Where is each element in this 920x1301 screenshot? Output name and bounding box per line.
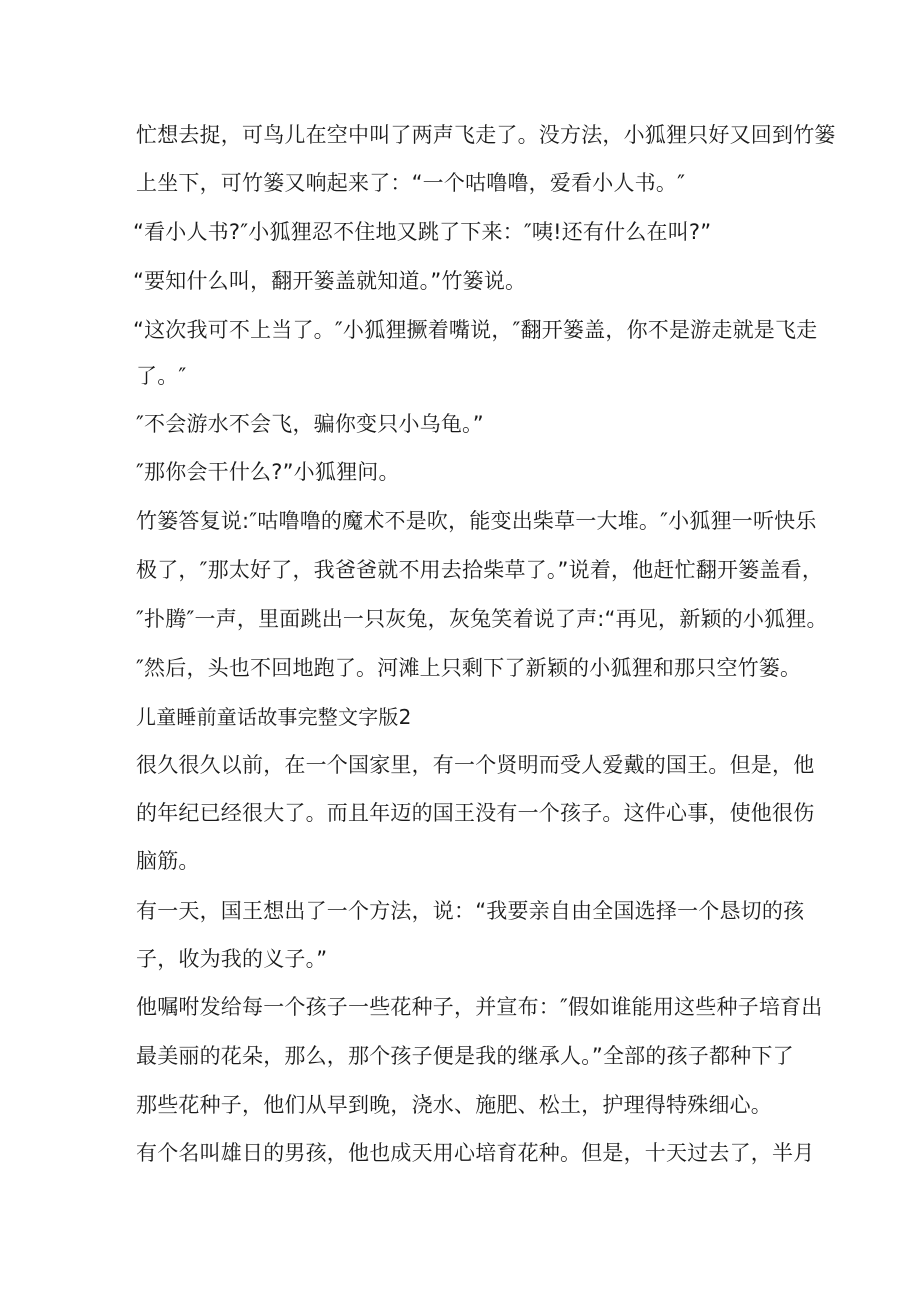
text-line: ″扑腾″一声，里面跳出一只灰兔，灰兔笑着说了声:“再见，新颖的小狐狸。 (136, 607, 828, 631)
text-line: 极了，″那太好了，我爸爸就不用去拾柴草了。”说着，他赶忙翻开篓盖看， (136, 558, 824, 582)
text-line: 上坐下，可竹篓又响起来了：“一个咕噜噜，爱看小人书。″ (136, 171, 686, 195)
text-line: 忙想去捉，可鸟儿在空中叫了两声飞走了。没方法，小狐狸只好又回到竹篓 (136, 123, 836, 147)
text-line: ″然后，头也不回地跑了。河滩上只剩下了新颖的小狐狸和那只空竹篓。 (136, 656, 802, 680)
text-line: “要知什么叫，翻开篓盖就知道。”竹篓说。 (133, 269, 527, 293)
text-line: “这次我可不上当了。″小狐狸撅着嘴说，″翻开篓盖，你不是游走就是飞走 (133, 318, 818, 342)
text-line: 有一天，国王想出了一个方法，说：“我要亲自由全国选择一个恳切的孩 (136, 899, 805, 923)
text-line: 了。″ (136, 364, 187, 388)
text-line: 的年纪已经很大了。而且年迈的国王没有一个孩子。这件心事，使他很伤 (136, 801, 815, 825)
section-heading: 儿童睡前童话故事完整文字版2 (136, 705, 412, 729)
text-line: ″不会游水不会飞，骗你变只小乌龟。” (136, 412, 484, 436)
text-line: 很久很久以前，在一个国家里，有一个贤明而受人爱戴的国王。但是，他 (136, 753, 815, 777)
text-line: 最美丽的花朵，那么，那个孩子便是我的继承人。”全部的孩子都种下了 (136, 1044, 794, 1068)
text-line: 子，收为我的义子。” (136, 947, 328, 971)
text-line: 脑筋。 (136, 849, 200, 873)
text-line: “看小人书?″小狐狸忍不住地又跳了下来：″咦!还有什么在叫?” (133, 220, 712, 244)
text-line: 他嘱咐发给每一个孩子一些花种子，并宣布：″假如谁能用这些种子培育出 (136, 995, 823, 1019)
text-line: 那些花种子，他们从早到晚，浇水、施肥、松土，护理得特殊细心。 (136, 1093, 772, 1117)
text-line: ″那你会干什么?”小狐狸问。 (136, 460, 400, 484)
text-line: 竹篓答复说:″咕噜噜的魔术不是吹，能变出柴草一大堆。″小狐狸一听快乐 (136, 509, 817, 533)
text-line: 有个名叫雄日的男孩，他也成天用心培育花种。但是，十天过去了，半月 (136, 1141, 815, 1165)
